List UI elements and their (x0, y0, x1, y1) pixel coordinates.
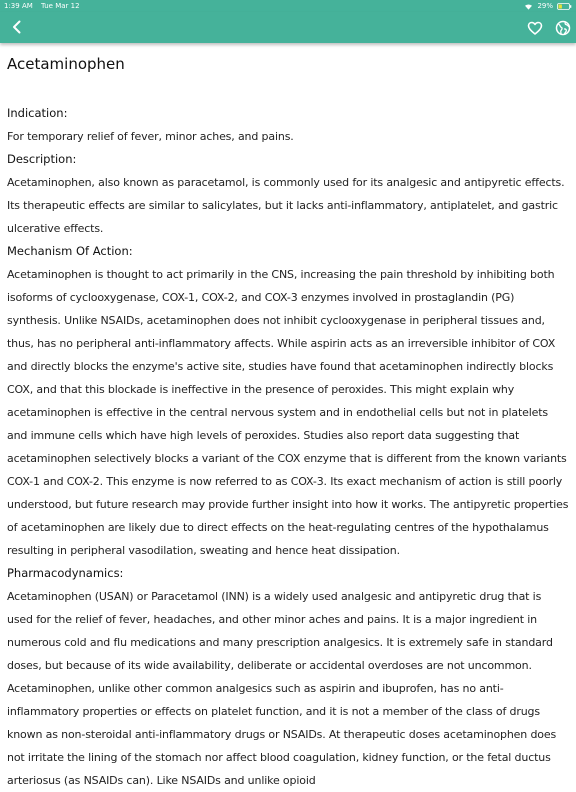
status-bar-left (4, 0, 86, 12)
page-title: Acetaminophen (7, 55, 125, 73)
section-description (7, 148, 569, 240)
section-heading: Description: (7, 152, 77, 166)
drug-detail (7, 52, 569, 792)
section-body: For temporary relief of fever, minor aches, and pains. (7, 130, 294, 143)
section-body: Acetaminophen (USAN) or Paracetamol (INN) is a widely used analgesic and antipyretic drug that is used for the relief of fever, headaches, and other minor aches and pains. It is a major ingredient in numerous cold and flu medications and many prescription analgesics. It is extremely safe in standard doses, but because of its wide availability, deliberate or accidental overdoses are not uncommon. Acetaminophen, unlike other common analgesics such as aspirin and ibuprofen, has no anti-inflammatory properties or effects on platelet function, and it is not a member of the class of drugs known as non-steroidal anti-inflammatory drugs or NSAIDs. At therapeutic doses acetaminophen does not irritate the lining of the stomach nor affect blood coagulation, kidney function, or the fetal ductus arteriosus (as NSAIDs can). Like NSAIDs and unlike opioid (7, 590, 557, 787)
battery-percent: 29% (537, 2, 553, 10)
status-bar (0, 0, 576, 12)
section-pharmacodynamics (7, 562, 569, 792)
favorite-button[interactable] (526, 19, 544, 37)
battery-icon (557, 3, 572, 10)
title-spacer (7, 76, 569, 102)
status-date: Tue Mar 12 (41, 2, 80, 10)
wifi-icon (524, 3, 533, 10)
status-bar-right (524, 0, 572, 12)
section-indication (7, 102, 569, 148)
web-button[interactable] (554, 19, 572, 37)
back-button[interactable] (8, 18, 26, 36)
section-heading: Mechanism Of Action: (7, 244, 133, 258)
section-mechanism-of-action (7, 240, 569, 562)
section-body: Acetaminophen, also known as paracetamol, is commonly used for its analgesic and antipyretic effects. Its therapeutic effects are similar to salicylates, but it lacks anti-inflammatory, antiplatelet, and gastric ulcerative effects. (7, 176, 565, 235)
section-heading: Indication: (7, 106, 68, 120)
status-time: 1:39 AM (4, 2, 33, 10)
nav-bar (0, 12, 576, 43)
chevron-left-icon (8, 18, 26, 36)
section-heading: Pharmacodynamics: (7, 566, 124, 580)
section-body: Acetaminophen is thought to act primarily in the CNS, increasing the pain threshold by inhibiting both isoforms of cyclooxygenase, COX-1, COX-2, and COX-3 enzymes involved in prostaglandin (PG) synthesis. Unlike NSAIDs, acetaminophen does not inhibit cyclooxygenase in peripheral tissues and, thus, has no peripheral anti-inflammatory affects. While aspirin acts as an irreversible inhibitor of COX and directly blocks the enzyme's active site, studies have found that acetaminophen indirectly blocks COX, and that this blockade is ineffective in the presence of peroxides. This might explain why acetaminophen is effective in the central nervous system and in endothelial cells but not in platelets and immune cells which have high levels of peroxides. Studies also report data suggesting that acetaminophen selectively blocks a variant of the COX enzyme that is different from the known variants COX-1 and COX-2. This enzyme is now referred to as COX-3. Its exact mechanism of action is still poorly understood, but future research may provide further insight into how it works. The antipyretic properties of acetaminophen are likely due to direct effects on the heat-regulating centres of the hypothalamus resulting in peripheral vasodilation, sweating and hence heat dissipation. (7, 268, 569, 557)
globe-icon (554, 19, 572, 37)
heart-outline-icon (526, 19, 544, 37)
